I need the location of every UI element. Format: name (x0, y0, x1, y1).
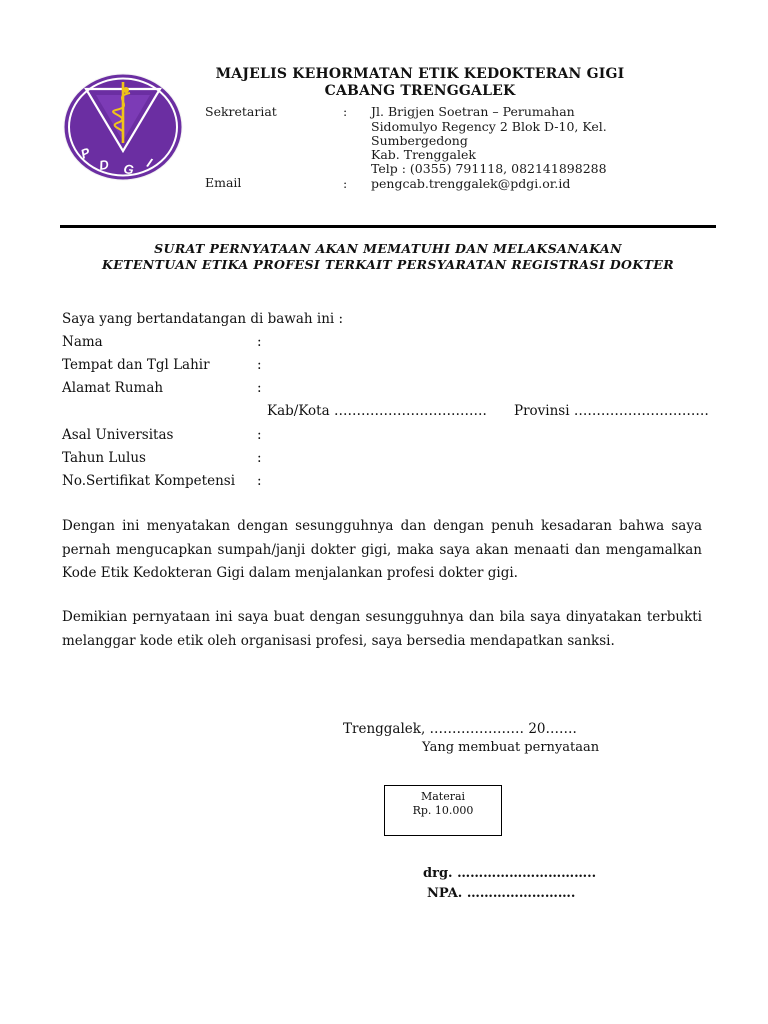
field-label-nama: Nama (62, 334, 103, 350)
svg-text:P: P (78, 144, 93, 162)
drg-signature-line: drg. ………………………….. (423, 866, 597, 881)
field-label-tahun-lulus: Tahun Lulus (62, 450, 146, 466)
field-colon-nama: : (257, 334, 262, 350)
statement-paragraph: Dengan ini menyatakan dengan sesungguhnya dan dengan penuh kesadaran bahwa saya pernah mengucapkan sumpah/janji dokter gigi, maka saya akan menaati dan mengamalkan Kode Etik Kedokteran Gigi dalam menjalankan profesi dokter gigi. (62, 518, 702, 581)
field-colon-tahun-lulus: : (257, 450, 262, 466)
field-colon-universitas: : (257, 427, 262, 443)
org-name-line2: CABANG TRENGGALEK (324, 83, 516, 99)
pdgi-emblem-icon (62, 73, 184, 181)
npa-line: NPA. ……………………. (427, 886, 576, 901)
field-colon-alamat: : (257, 380, 262, 396)
svg-text:D: D (98, 156, 110, 173)
address-line4: Kab. Trenggalek (371, 147, 476, 162)
materai-label: Materai (420, 790, 466, 803)
svg-text:I: I (144, 155, 155, 171)
email-colon: : (343, 176, 348, 191)
field-label-universitas: Asal Universitas (62, 427, 174, 443)
secretariat-colon: : (343, 104, 348, 119)
doc-title-line2: KETENTUAN ETIKA PROFESI TERKAIT PERSYARATAN REGISTRASI DOKTER (101, 257, 675, 272)
form-intro: Saya yang bertandatangan di bawah ini : (62, 311, 344, 327)
field-label-sertifikat: No.Sertifikat Kompetensi (62, 473, 236, 489)
address-line1: Jl. Brigjen Soetran – Perumahan (371, 104, 575, 119)
closing-paragraph: Demikian pernyataan ini saya buat dengan sesungguhnya dan bila saya dinyatakan terbukti melanggar kode etik oleh organisasi profesi, saya bersedia mendapatkan sanksi. (62, 609, 702, 649)
statement-maker-label: Yang membuat pernyataan (422, 740, 600, 755)
materai-box (384, 785, 502, 836)
field-colon-ttl: : (257, 357, 262, 373)
place-date: Trenggalek, ………………… 20……. (343, 721, 577, 737)
materai-value: Rp. 10.000 (412, 804, 474, 817)
field-colon-sertifikat: : (257, 473, 262, 489)
field-provinsi: Provinsi ………………………… (514, 403, 709, 419)
field-label-ttl: Tempat dan Tgl Lahir (62, 357, 210, 373)
email-value: pengcab.trenggalek@pdgi.or.id (371, 176, 571, 191)
doc-title-line1: SURAT PERNYATAAN AKAN MEMATUHI DAN MELAKSANAKAN (154, 241, 622, 256)
pdgi-logo (62, 73, 184, 181)
email-label: Email (205, 175, 242, 190)
org-name-line1: MAJELIS KEHORMATAN ETIK KEDOKTERAN GIGI (215, 66, 625, 82)
svg-text:G: G (122, 161, 135, 178)
address-line2: Sidomulyo Regency 2 Blok D-10, Kel. (371, 119, 607, 134)
field-label-alamat: Alamat Rumah (62, 380, 164, 396)
address-line3: Sumbergedong (371, 133, 468, 148)
secretariat-label: Sekretariat (205, 104, 277, 119)
address-phone: Telp : (0355) 791118, 082141898288 (371, 161, 607, 176)
field-kab-kota: Kab/Kota ……………………………. (267, 403, 487, 419)
header-divider (60, 225, 716, 228)
